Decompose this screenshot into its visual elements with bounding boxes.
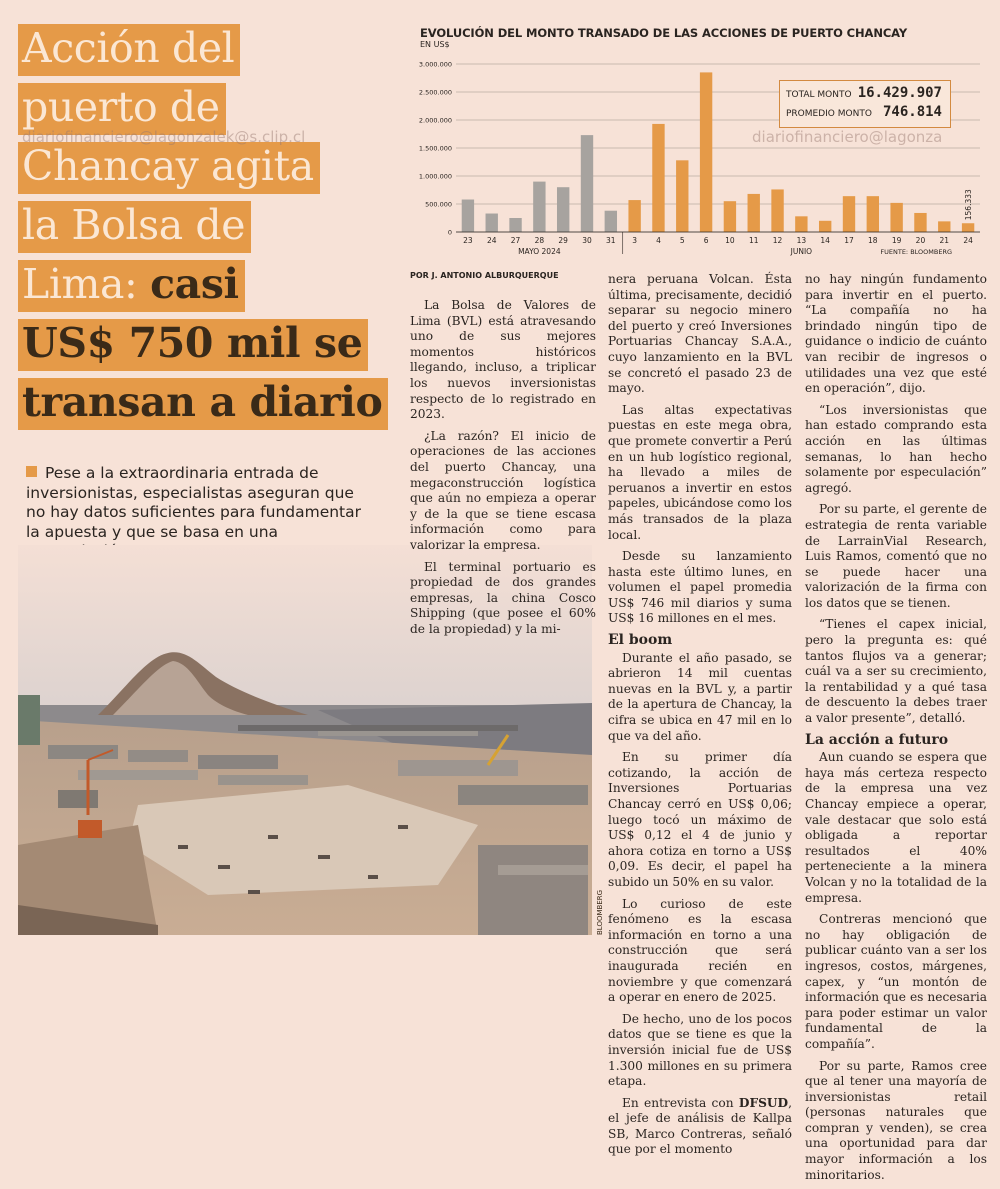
- paragraph: ¿La razón? El inicio de operaciones de las acciones del puerto Chancay, una megaconstrucción logística que aún no empieza a operar y de la que se tiene escasa información como para valorizar la empresa.: [410, 428, 596, 552]
- chart-title: EVOLUCIÓN DEL MONTO TRANSADO DE LAS ACCIONES DE PUERTO CHANCAY: [420, 26, 908, 40]
- bar: [581, 135, 593, 232]
- paragraph: El terminal portuario es propiedad de dos grandes empresas, la china Cosco Shipping (que posee el 60% de la propiedad) y la mi-: [410, 559, 596, 636]
- article-column-2: [608, 272, 792, 1164]
- x-tick-label: 24: [963, 236, 973, 245]
- paragraph: Durante el año pasado, se abrieron 14 mil cuentas nuevas en la BVL y, a partir de la apertura de Chancay, la cifra se ubica en 47 mil en lo que va del año.: [608, 650, 792, 743]
- watermark: diariofinanciero@lagonza: [752, 128, 943, 146]
- bar: [605, 211, 617, 232]
- article-column-3: [805, 272, 987, 1189]
- paragraph: no hay ningún fundamento para invertir en el puerto. “La compañía no ha brindado ningún tipo de guidance o indicio de cuánto van recibir de ingresos o utilidades una vez que esté en operación”, dijo.: [805, 272, 987, 396]
- photo-credit: BLOOMBERG: [596, 889, 604, 935]
- bar: [652, 124, 664, 232]
- x-tick-label: 27: [510, 236, 521, 245]
- section-heading: El boom: [608, 632, 673, 649]
- bar: [938, 221, 950, 232]
- paragraph: “Los inversionistas que han estado comprando esta acción en las últimas semanas, lo han hecho solamente por especulación” agregó.: [805, 402, 987, 495]
- headline-line: Acción del: [18, 24, 240, 76]
- paragraph: Desde su lanzamiento hasta este último lunes, en volumen el papel promedia US$ 746 mil diarios y suma US$ 16 millones en el mes.: [608, 549, 792, 626]
- x-tick-label: 29: [558, 236, 568, 245]
- bar: [867, 196, 879, 232]
- paragraph: La Bolsa de Valores de Lima (BVL) está atravesando uno de sus mejores momentos históricos llegando, incluso, a triplicar los nuevos inversionistas respecto de lo registrado en 2023.: [410, 298, 596, 422]
- y-tick-label: 3.000.000: [418, 60, 452, 69]
- x-tick-label: 19: [891, 236, 902, 245]
- watermark: diariofinanciero@lagonzalek@s.clip.cl: [22, 128, 306, 146]
- bar: [819, 221, 831, 232]
- paragraph: En su primer día cotizando, la acción de Inversiones Portuarias Chancay cerró en US$ 0,06; luego tocó un máximo de US$ 0,12 el 4 de junio y ahora cotiza en torno a US$ 0,09. Es decir, el papel ha subido un 50% en su valor.: [608, 750, 792, 889]
- x-tick-label: 30: [582, 236, 592, 245]
- x-tick-label: 17: [844, 236, 854, 245]
- y-tick-label: 2.000.000: [418, 116, 452, 125]
- bar: [486, 214, 498, 232]
- legend-average-value: 746.814: [882, 104, 942, 120]
- article-column-1: [410, 298, 596, 643]
- x-tick-label: 20: [915, 236, 926, 245]
- x-tick-label: 5: [679, 236, 685, 245]
- headline-line: la Bolsa de: [18, 201, 251, 253]
- paragraph: Las altas expectativas puestas en este mega obra, que promete convertir a Perú en un hub logístico regional, ha llevado a miles de peruanos a invertir en estos papeles, ubicándose como los más transados de la plaza local.: [608, 402, 792, 542]
- month-label: JUNIO: [790, 247, 813, 256]
- paragraph: Aun cuando se espera que haya más certeza respecto de la empresa una vez Chancay empiece a operar, vale destacar que solo está obligada a reportar resultados el 40% perteneciente a la minera Volcan y no la totalidad de la empresa.: [805, 750, 987, 905]
- y-tick-label: 500.000: [425, 200, 452, 209]
- x-tick-label: 23: [463, 236, 473, 245]
- paragraph-part: En entrevista con: [622, 1095, 739, 1110]
- x-tick-label: 21: [939, 236, 950, 245]
- paragraph: nera peruana Volcan. Ésta última, precisamente, decidió separar su negocio minero del puerto y creó Inversiones Portuarias Chancay S.A.A., cuyo lanzamiento en la BVL se concretó el pasado 23 de mayo.: [608, 272, 792, 396]
- headline-line: puerto de: [18, 83, 226, 135]
- headline-emphasis: US$ 750 mil se: [18, 319, 368, 371]
- bar: [914, 213, 926, 232]
- paragraph: De hecho, uno de los pocos datos que se tiene es que la inversión inicial fue de US$ 1.300 millones en su primera etapa.: [608, 1011, 792, 1089]
- chart-source: FUENTE: BLOOMBERG: [880, 248, 952, 256]
- x-tick-label: 24: [486, 236, 497, 245]
- x-tick-label: 11: [748, 236, 759, 245]
- bar: [771, 189, 783, 232]
- paragraph: [608, 1096, 792, 1158]
- bullet-square-icon: [26, 466, 37, 477]
- month-label: MAYO 2024: [518, 247, 561, 256]
- bar: [724, 201, 736, 232]
- x-tick-label: 14: [820, 236, 830, 245]
- x-tick-label: 28: [534, 236, 545, 245]
- bar: [748, 194, 760, 232]
- paragraph-brand: DFSUD: [738, 1095, 789, 1110]
- x-tick-label: 10: [725, 236, 735, 245]
- bar: [557, 187, 569, 232]
- bar: [462, 200, 474, 232]
- x-tick-label: 31: [606, 236, 616, 245]
- headline-line-part: Lima:: [22, 260, 151, 308]
- y-tick-label: 1.500.000: [418, 144, 452, 153]
- bar: [533, 182, 545, 232]
- headline-emphasis: casi: [150, 260, 239, 308]
- bar: [843, 196, 855, 232]
- section-heading: La acción a futuro: [805, 731, 949, 748]
- bar: [628, 200, 640, 232]
- legend-total-label: TOTAL MONTO: [786, 90, 852, 100]
- y-tick-label: 1.000.000: [418, 172, 452, 181]
- paragraph: Por su parte, Ramos cree que al tener una mayoría de inversionistas retail (personas naturales que compran y venden), se crea una oportunidad para dar mayor información a los minoritarios.: [805, 1058, 987, 1182]
- byline: POR J. ANTONIO ALBURQUERQUE: [410, 271, 559, 280]
- x-tick-label: 18: [868, 236, 878, 245]
- bar: [676, 160, 688, 232]
- x-tick-label: 3: [632, 236, 638, 245]
- headline-line: [18, 260, 245, 312]
- paragraph: Contreras mencionó que no hay obligación de publicar cuánto van a ser los ingresos, costos, márgenes, capex, y “un montón de información que es necesaria para poder estimar un valor fundamental de la compañía”.: [805, 912, 987, 1051]
- chart-y-unit: EN US$: [420, 40, 450, 49]
- x-tick-label: 4: [656, 236, 661, 245]
- paragraph-part: , el jefe de análisis de Kallpa SB, Marco Contreras, señaló que por el momento: [608, 1095, 792, 1157]
- lede-text: Pese a la extraordinaria entrada de inversionistas, especialistas aseguran que no hay datos suficientes para fundamentar la apuesta y que se basa en una: [26, 464, 362, 541]
- legend-total-value: 16.429.907: [857, 85, 942, 101]
- chart-legend-box: [779, 80, 951, 128]
- bar: [509, 218, 521, 232]
- x-tick-label: 6: [703, 236, 709, 245]
- legend-average-label: PROMEDIO MONTO: [786, 109, 872, 119]
- x-tick-label: 13: [796, 236, 807, 245]
- x-tick-label: 12: [772, 236, 783, 245]
- paragraph: “Tienes el capex inicial, pero la pregunta es: qué tantos flujos va a generar; cuál va a ser su crecimiento, la rentabilidad y a qué tasa de descuento la debes traer a valor presente”, detalló.: [805, 617, 987, 726]
- bar: [795, 216, 807, 232]
- headline-emphasis: transan a diario: [18, 378, 388, 430]
- y-tick-label: 2.500.000: [418, 88, 452, 97]
- data-label: 156.333: [964, 189, 974, 221]
- headline-line: Chancay agita: [18, 142, 320, 194]
- y-tick-label: 0: [447, 228, 452, 237]
- paragraph: Lo curioso de este fenómeno es la escasa información en torno a una construcción que será inaugurada recién en noviembre y que comenzará a operar en enero de 2025.: [608, 896, 792, 1005]
- paragraph: Por su parte, el gerente de estrategia de renta variable de LarrainVial Research, Luis Ramos, comentó que no se puede hacer una valorización de la firma con los datos que se tienen.: [805, 502, 987, 610]
- bar: [700, 72, 712, 232]
- bar: [890, 203, 902, 232]
- bar: [962, 223, 974, 232]
- headline: [18, 24, 408, 437]
